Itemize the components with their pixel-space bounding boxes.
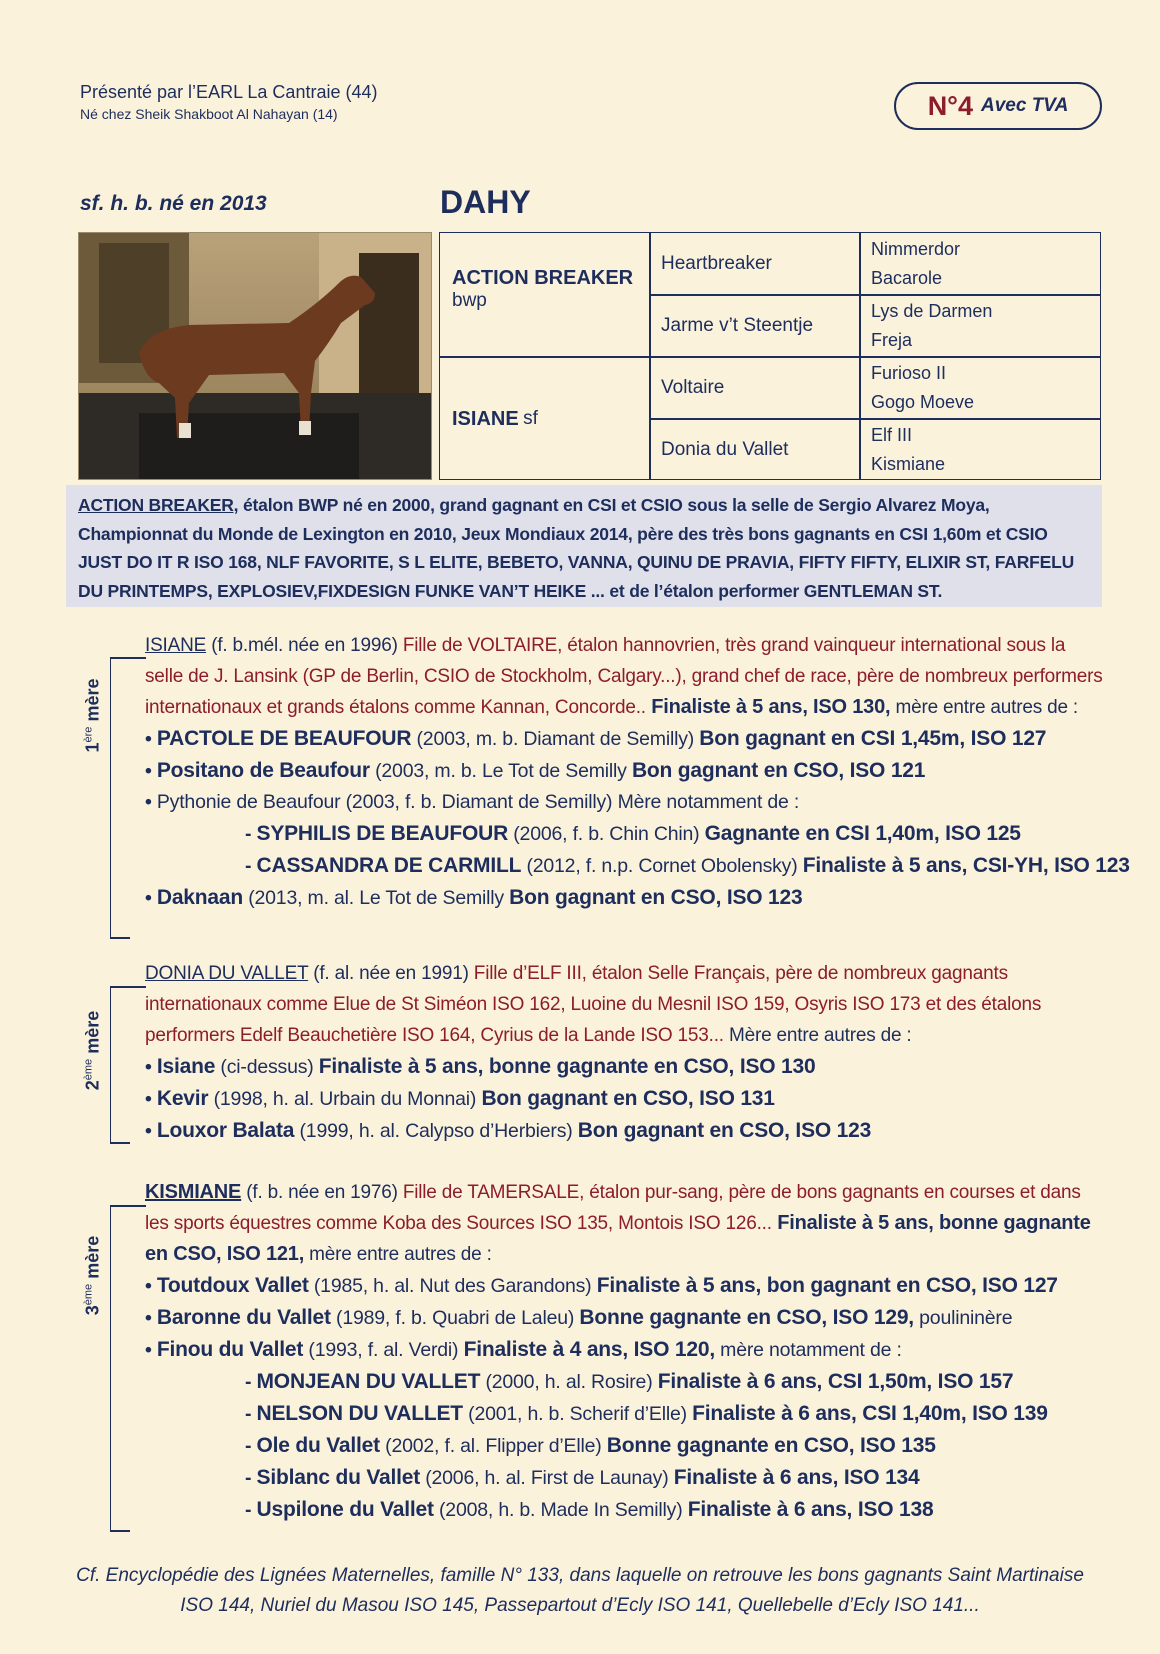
- dam2-label-num: 2: [82, 1080, 103, 1091]
- bullet-marker: •: [145, 1088, 157, 1110]
- dash-marker: -: [245, 1499, 257, 1521]
- breeder-text: Né chez Sheik Shakboot Al Nahayan (14): [80, 106, 338, 122]
- dam3-section: [145, 1177, 1105, 1526]
- dam1-section: [145, 630, 1130, 914]
- offspring-detail: (1985, h. al. Nut des Garandons): [308, 1275, 597, 1297]
- offspring-detail: (2001, h. b. Scherif d’Elle): [462, 1403, 693, 1425]
- dam1-label-sup: ère: [82, 726, 95, 743]
- footer-note: [60, 1561, 1100, 1621]
- offspring-extra: poulininère: [913, 1307, 1013, 1329]
- ggp-name: Freja: [871, 330, 913, 350]
- dam2-label: [83, 1011, 104, 1091]
- ggp-name: Elf III: [871, 425, 913, 445]
- dam3-offspring-item: [145, 1334, 1105, 1366]
- ggp-name: Kismiane: [871, 454, 946, 474]
- dam2-offspring-item: [145, 1115, 1105, 1147]
- dam3-offspring-item: [145, 1398, 1105, 1430]
- dam1-bracket-top: [110, 657, 146, 659]
- pedigree-ggp-2: [859, 295, 992, 357]
- offspring-result: Finaliste à 5 ans, CSI-YH, ISO 123: [802, 854, 1130, 877]
- dam2-desc: Fille d’ELF III, étalon Selle Français, père de nombreux gagnants internationaux comme Elue de St Siméon ISO 162, Luoine du Mesnil ISO 159, Osyris ISO 173 et des étalons performers Edelf Beauchetière ISO 164, Cyrius de la Lande ISO 153...: [145, 963, 1042, 1046]
- sire-name: ACTION BREAKER: [452, 266, 634, 289]
- pedigree-sire: [440, 233, 649, 357]
- dam2-paragraph: [145, 958, 1105, 1051]
- dam1-bracket-bottom: [110, 937, 130, 939]
- offspring-name: Uspilone du Vallet: [256, 1498, 434, 1521]
- bullet-marker: •: [145, 728, 157, 750]
- offspring-result: Bon gagnant en CSO, ISO 131: [481, 1087, 775, 1110]
- offspring-detail: (1993, f. al. Verdi): [303, 1339, 464, 1361]
- offspring-detail: (2012, f. n.p. Cornet Obolensky): [521, 855, 803, 877]
- bullet-marker: •: [145, 887, 157, 909]
- dam3-desc: Fille de TAMERSALE, étalon pur-sang, père de bons gagnants en courses et dans les sports équestres comme Koba des Sources ISO 135, Montois ISO 126...: [145, 1182, 1081, 1234]
- dam1-offspring-item: [145, 723, 1105, 755]
- dam1-offspring-item: [145, 882, 1105, 914]
- ggp-name: Nimmerdor: [871, 239, 961, 259]
- ggp-name: Gogo Moeve: [871, 392, 975, 412]
- dam1-label: [83, 676, 104, 756]
- sire-box-text: étalon BWP né en 2000, grand gagnant en CSI et CSIO sous la selle de Sergio Alvarez Moya, Championnat du Monde de Lexington en 2010, Jeux Mondiaux 2014, père des très bons gagnants en CSI 1,60m et CSIO JUST DO IT R ISO 168, NLF FAVORITE, S L ELITE, BEBETO, VANNA, QUINU DE PRAVIA, FIFTY FIFTY, ELIXIR ST, FARFELU DU PRINTEMPS, EXPLOSIEV,FIXDESIGN FUNKE VAN’T HEIKE ... et de l’étalon performer GENTLEMAN ST.: [78, 495, 1075, 601]
- dam2-offspring-item: [145, 1083, 1105, 1115]
- dam2-label-word: mère: [82, 1010, 103, 1054]
- dam2-label-sup: ème: [82, 1058, 95, 1081]
- pedigree-ggp-1: [859, 233, 960, 295]
- pedigree-sire-dam: Jarme v’t Steentje: [661, 315, 814, 336]
- dam3-label-sup: ème: [82, 1283, 95, 1306]
- bullet-marker: •: [145, 1056, 157, 1078]
- dam1-desc: Fille de VOLTAIRE, étalon hannovrien, très grand vainqueur international sous la selle de J. Lansink (GP de Berlin, CSIO de Stockholm, Calgary...), grand chef de race, père de nombreux performers internationaux et grands étalons comme Kannan, Concorde..: [145, 635, 1103, 718]
- dam1-offspring-item: [145, 755, 1105, 787]
- offspring-result: Finaliste à 5 ans, bon gagnant en CSO, ISO 127: [596, 1274, 1058, 1297]
- dash-marker: -: [245, 1403, 257, 1425]
- bullet-marker: •: [145, 791, 157, 813]
- pedigree-dam-sire: Voltaire: [661, 377, 725, 398]
- dam2-bracket-bottom: [110, 1142, 130, 1144]
- bullet-marker: •: [145, 1120, 157, 1142]
- dam3-offspring-item: [145, 1302, 1105, 1334]
- offspring-name: MONJEAN DU VALLET: [256, 1370, 481, 1393]
- dash-marker: -: [245, 1435, 257, 1457]
- offspring-result: Bon gagnant en CSO, ISO 121: [631, 759, 926, 782]
- dam3-bracket: [110, 1205, 111, 1530]
- dash-marker: -: [245, 823, 257, 845]
- lot-badge: [894, 82, 1102, 130]
- dam3-offspring-item: [145, 1270, 1105, 1302]
- pedigree-divider: [440, 356, 1100, 358]
- ggp-name: Furioso II: [871, 363, 947, 383]
- dam3-label-num: 3: [82, 1305, 103, 1316]
- dam3-name: KISMIANE: [145, 1181, 242, 1203]
- offspring-name: Finou du Vallet: [156, 1338, 304, 1361]
- dam3-offspring-item: [145, 1494, 1105, 1526]
- pedigree-dam-dam: Donia du Vallet: [661, 439, 789, 460]
- lot-vat-label: Avec TVA: [981, 95, 1069, 116]
- offspring-detail: (2008, h. b. Made In Semilly): [433, 1499, 688, 1521]
- offspring-name: SYPHILIS DE BEAUFOUR: [256, 822, 509, 845]
- dam1-name: ISIANE: [145, 635, 207, 656]
- pedigree-sire-sire: Heartbreaker: [661, 253, 772, 274]
- offspring-name: Baronne du Vallet: [156, 1306, 331, 1329]
- dam1-offspring-item: [145, 818, 1105, 850]
- dam2-section: [145, 958, 1105, 1147]
- sire-box-name: ACTION BREAKER,: [78, 495, 239, 515]
- pedigree-table: [439, 232, 1101, 480]
- offspring-detail: (1989, f. b. Quabri de Laleu): [330, 1307, 580, 1329]
- offspring-name: Siblanc du Vallet: [256, 1466, 420, 1489]
- pedigree-divider: [649, 418, 1100, 420]
- dam3-offspring-item: [145, 1430, 1105, 1462]
- offspring-result: Gagnante en CSI 1,40m, ISO 125: [704, 822, 1021, 845]
- offspring-name: PACTOLE DE BEAUFOUR: [156, 727, 412, 750]
- dam-studbook: sf: [523, 408, 538, 429]
- sire-studbook: bwp: [452, 289, 487, 311]
- dam3-label-word: mère: [82, 1235, 103, 1279]
- dam1-label-num: 1: [82, 742, 103, 753]
- offspring-name: Isiane: [156, 1055, 216, 1078]
- offspring-result: Bon gagnant en CSO, ISO 123: [509, 886, 803, 909]
- pedigree-divider: [649, 294, 1100, 296]
- offspring-name: Pythonie de Beaufour: [156, 791, 341, 813]
- dam2-detail: (f. al. née en 1991): [308, 963, 474, 984]
- dam3-bracket-bottom: [110, 1530, 130, 1532]
- dam-name: ISIANE: [452, 407, 519, 430]
- offspring-result: Bonne gagnante en CSO, ISO 135: [606, 1434, 936, 1457]
- offspring-detail: (2003, m. b. Diamant de Semilly): [411, 728, 700, 750]
- dash-marker: -: [245, 855, 257, 877]
- offspring-name: Toutdoux Vallet: [156, 1274, 309, 1297]
- offspring-result: Finaliste à 6 ans, ISO 138: [687, 1498, 934, 1521]
- bullet-marker: •: [145, 1339, 157, 1361]
- header-presenter-block: [80, 80, 377, 124]
- offspring-result: Finaliste à 6 ans, ISO 134: [673, 1466, 920, 1489]
- offspring-name: Louxor Balata: [156, 1119, 295, 1142]
- dam2-bracket: [110, 986, 111, 1142]
- offspring-name: Positano de Beaufour: [156, 759, 370, 782]
- offspring-name: Kevir: [156, 1087, 209, 1110]
- offspring-result: Finaliste à 5 ans, bonne gagnante en CSO, ISO 130: [318, 1055, 816, 1078]
- dam1-result: Finaliste à 5 ans, ISO 130,: [645, 696, 891, 718]
- dam2-tail: Mère entre autres de :: [723, 1025, 912, 1046]
- dam2-offspring-item: [145, 1051, 1105, 1083]
- offspring-detail: (2003, m. b. Le Tot de Semilly: [369, 760, 632, 782]
- bullet-marker: •: [145, 760, 157, 782]
- offspring-result: Finaliste à 4 ans, ISO 120,: [463, 1338, 715, 1361]
- offspring-result: Bon gagnant en CSI 1,45m, ISO 127: [699, 727, 1047, 750]
- dam1-tail: mère entre autres de :: [890, 697, 1078, 718]
- sire-description-box: [66, 485, 1102, 607]
- pedigree-ggp-3: [859, 357, 974, 419]
- dam3-offspring-item: [145, 1366, 1105, 1398]
- footer-line-2: ISO 144, Nuriel du Masou ISO 145, Passepartout d’Ecly ISO 141, Quellebelle d’Ecly ISO 141...: [180, 1595, 980, 1616]
- horse-photo-illustration: [79, 233, 432, 480]
- dam2-name: DONIA DU VALLET: [145, 963, 309, 984]
- dam3-offspring-list: [145, 1270, 1105, 1526]
- offspring-extra: mère notamment de :: [714, 1339, 902, 1361]
- dam3-paragraph: [145, 1177, 1105, 1270]
- offspring-detail: (2013, m. al. Le Tot de Semilly: [243, 887, 510, 909]
- dam2-offspring-list: [145, 1051, 1105, 1147]
- dam1-paragraph: [145, 630, 1105, 723]
- offspring-detail: (2003, f. b. Diamant de Semilly) Mère notamment de :: [340, 791, 800, 813]
- dam1-offspring-list: [145, 723, 1130, 914]
- offspring-result: Finaliste à 6 ans, CSI 1,50m, ISO 157: [657, 1370, 1014, 1393]
- dam2-bracket-top: [110, 986, 146, 988]
- dash-marker: -: [245, 1467, 257, 1489]
- dam3-tail: mère entre autres de :: [304, 1244, 492, 1265]
- horse-name: DAHY: [440, 184, 531, 220]
- offspring-detail: (1999, h. al. Calypso d’Herbiers): [294, 1120, 578, 1142]
- offspring-detail: (2006, f. b. Chin Chin): [508, 823, 705, 845]
- presenter-text: Présenté par l’EARL La Cantraie (44): [80, 82, 378, 102]
- dam3-offspring-item: [145, 1462, 1105, 1494]
- offspring-name: Ole du Vallet: [256, 1434, 380, 1457]
- ggp-name: Lys de Darmen: [871, 301, 993, 321]
- dam1-offspring-item: [145, 787, 1105, 818]
- dam1-bracket: [110, 657, 111, 937]
- dam3-detail: (f. b. née en 1976): [241, 1182, 403, 1203]
- offspring-detail: (2000, h. al. Rosire): [480, 1371, 658, 1393]
- offspring-detail: (1998, h. al. Urbain du Monnai): [208, 1088, 482, 1110]
- dam3-bracket-top: [110, 1205, 146, 1207]
- pedigree-dam: [440, 357, 649, 481]
- offspring-detail: (ci-dessus): [215, 1056, 319, 1078]
- dam1-offspring-item: [145, 850, 1130, 882]
- ggp-name: Bacarole: [871, 268, 943, 288]
- offspring-result: Bonne gagnante en CSO, ISO 129,: [579, 1306, 914, 1329]
- offspring-result: Bon gagnant en CSO, ISO 123: [577, 1119, 872, 1142]
- offspring-result: Finaliste à 6 ans, CSI 1,40m, ISO 139: [692, 1402, 1048, 1425]
- dash-marker: -: [245, 1371, 257, 1393]
- dam1-label-word: mère: [82, 678, 103, 722]
- bullet-marker: •: [145, 1275, 157, 1297]
- dam3-label: [83, 1236, 104, 1316]
- dam1-detail: (f. b.mél. née en 1996): [206, 635, 403, 656]
- offspring-name: NELSON DU VALLET: [256, 1402, 463, 1425]
- offspring-detail: (2002, f. al. Flipper d’Elle): [379, 1435, 607, 1457]
- offspring-name: Daknaan: [156, 886, 243, 909]
- horse-description: sf. h. b. né en 2013: [80, 192, 267, 215]
- dam3-result: Finaliste à 5 ans, bonne gagnante en CSO, ISO 121,: [145, 1212, 1091, 1265]
- bullet-marker: •: [145, 1307, 157, 1329]
- offspring-name: CASSANDRA DE CARMILL: [256, 854, 522, 877]
- pedigree-ggp-4: [859, 419, 945, 481]
- horse-photo: [78, 232, 432, 480]
- offspring-detail: (2006, h. al. First de Launay): [420, 1467, 674, 1489]
- footer-line-1: Cf. Encyclopédie des Lignées Maternelles, famille N° 133, dans laquelle on retrouve les bons gagnants Saint Martinaise: [76, 1565, 1084, 1586]
- lot-number: N°4: [927, 90, 973, 121]
